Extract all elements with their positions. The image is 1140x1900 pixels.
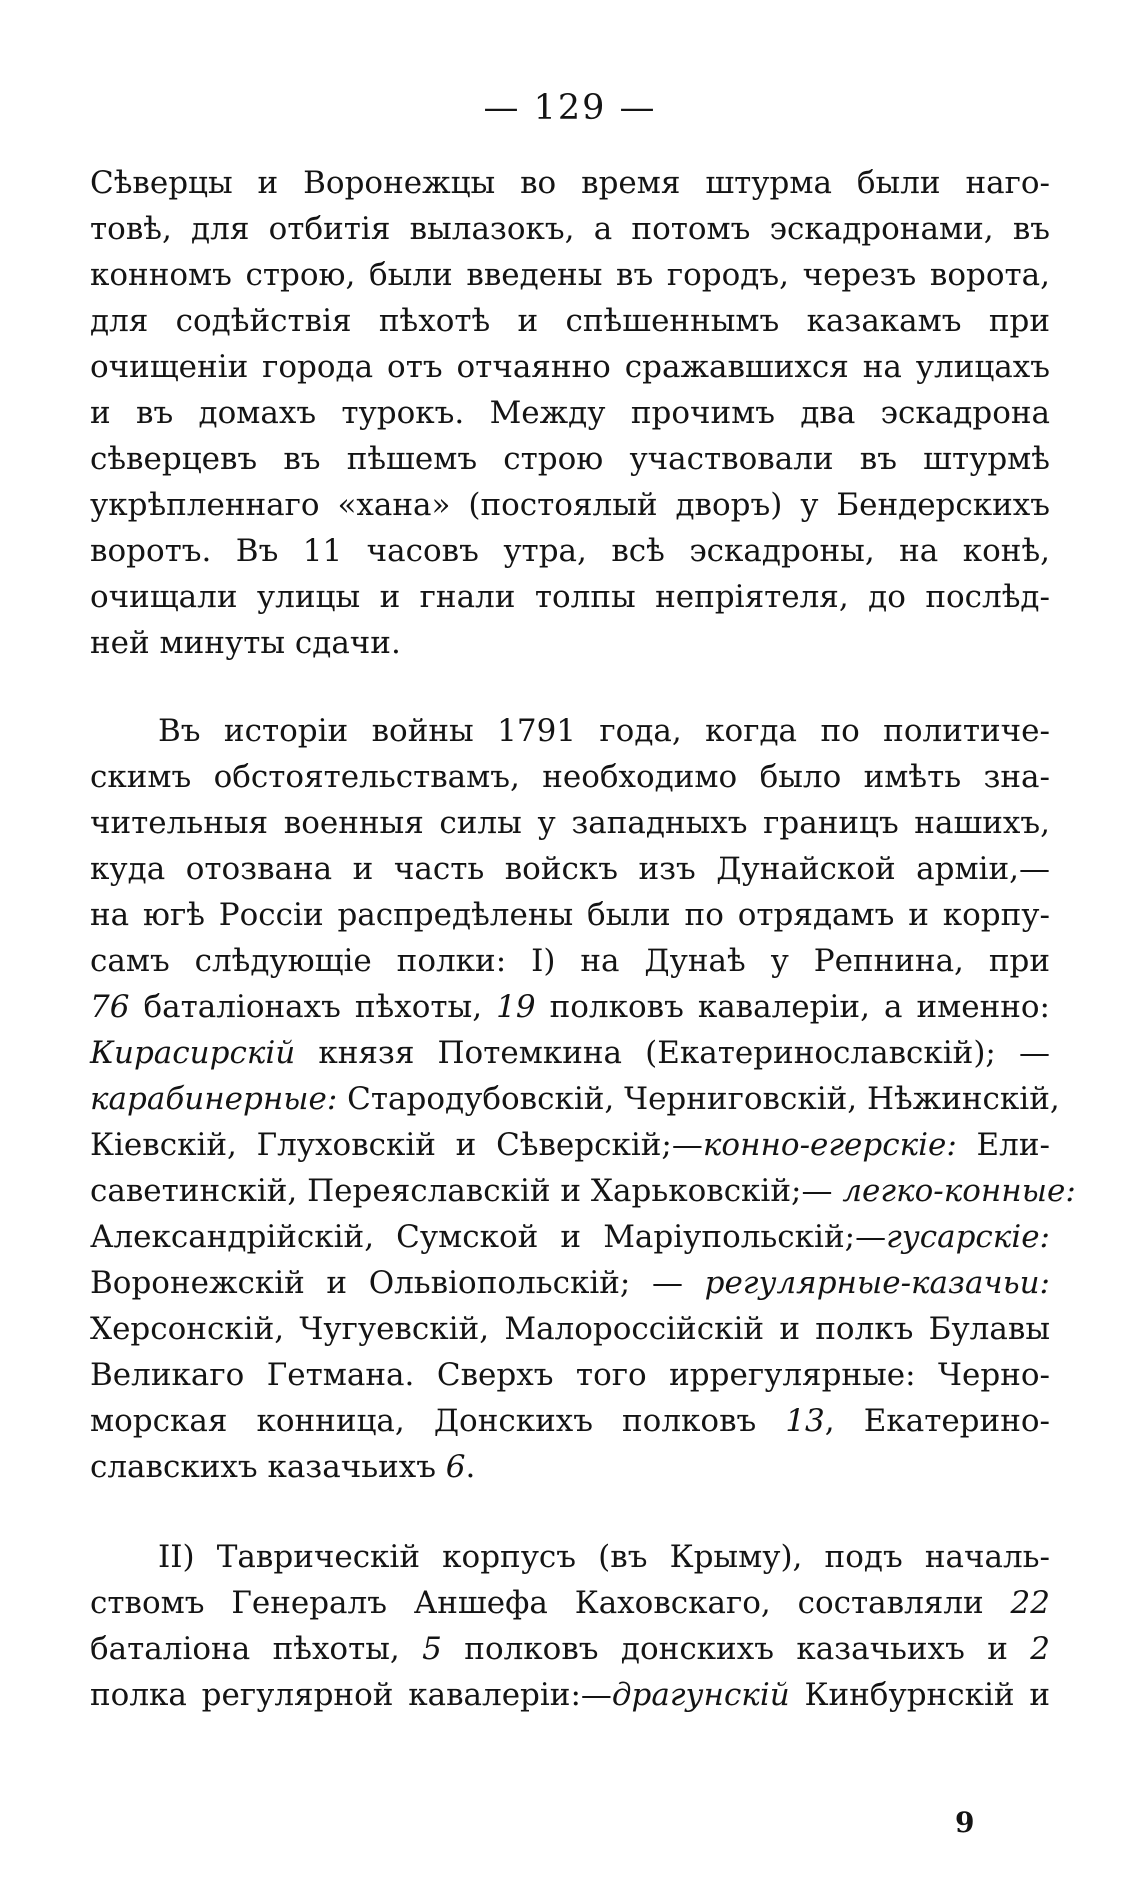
text-span: баталіонахъ пѣхоты, (129, 989, 497, 1025)
italic-text: 2 (1030, 1631, 1050, 1667)
text-span: Александрійскій, Сумской и Маріупольскій;— (90, 1219, 887, 1255)
text-line (90, 1444, 1050, 1490)
text-line (90, 1030, 1050, 1076)
text-span: очищали улицы и гнали толпы непріятеля, до послѣд- (90, 579, 1050, 615)
italic-text: карабинерные: (90, 1081, 338, 1117)
text-span: . (465, 1449, 476, 1485)
italic-text: 6 (445, 1449, 466, 1485)
text-line (90, 1534, 1050, 1580)
text-line (90, 344, 1050, 390)
text-line (90, 528, 1050, 574)
text-line (90, 1214, 1050, 1260)
text-span: баталіона пѣхоты, (90, 1631, 423, 1667)
text-line (90, 206, 1050, 252)
text-line (90, 938, 1050, 984)
text-span: на югѣ Россіи распредѣлены были по отрядамъ и корпу- (90, 897, 1050, 933)
text-line (90, 984, 1050, 1030)
text-span: Великаго Гетмана. Сверхъ того иррегулярные: Черно- (90, 1357, 1050, 1393)
text-line (90, 1672, 1050, 1718)
text-span: ней минуты сдачи. (90, 625, 401, 661)
italic-text: 13 (785, 1403, 825, 1439)
text-span: , Екатерино- (824, 1403, 1050, 1439)
text-line (90, 1580, 1050, 1626)
text-line (90, 1306, 1050, 1352)
text-span: полковъ кавалеріи, а именно: (535, 989, 1050, 1025)
page-number: — 129 — (483, 88, 657, 128)
text-span: Воронежскій и Ольвіопольскій; — (90, 1265, 705, 1301)
text-span: князя Потемкина (Екатеринославскій); — (295, 1035, 1050, 1071)
italic-text: 19 (496, 989, 536, 1025)
text-line (90, 298, 1050, 344)
text-line (90, 708, 1050, 754)
text-span: куда отозвана и часть войскъ изъ Дунайской арміи,— (90, 851, 1050, 887)
paragraph-1 (90, 160, 1050, 666)
italic-text: гусарскіе: (886, 1219, 1050, 1255)
paragraph-2 (90, 708, 1076, 1490)
signature-mark: 9 (955, 1806, 975, 1839)
text-line (90, 892, 1050, 938)
text-line (90, 1398, 1050, 1444)
text-span: морская конница, Донскихъ полковъ (90, 1403, 786, 1439)
text-span: чительныя военныя силы у западныхъ границъ нашихъ, (90, 805, 1050, 841)
paragraph-3 (90, 1534, 1050, 1718)
text-span: полковъ донскихъ казачьихъ и (441, 1631, 1031, 1667)
text-line (90, 574, 1050, 620)
text-line (90, 1168, 1076, 1214)
text-span: для содѣйствія пѣхотѣ и спѣшеннымъ казакамъ при (90, 303, 1050, 339)
text-span: очищеніи города отъ отчаянно сражавшихся на улицахъ (90, 349, 1050, 385)
italic-text: регулярные-казачьи: (704, 1265, 1050, 1301)
text-line (90, 252, 1050, 298)
italic-text: 76 (90, 989, 130, 1025)
text-line (90, 1352, 1050, 1398)
text-span: II) Таврическій корпусъ (въ Крыму), подъ началь- (158, 1539, 1050, 1575)
text-line (90, 620, 1050, 666)
italic-text: Кирасирскій (90, 1035, 296, 1071)
text-line (90, 846, 1050, 892)
italic-text: конно-егерскіе: (702, 1127, 957, 1163)
text-span: Кинбурнскій и (789, 1677, 1050, 1713)
text-line (90, 1260, 1050, 1306)
text-span: скимъ обстоятельствамъ, необходимо было имѣть зна- (90, 759, 1050, 795)
text-span: самъ слѣдующіе полки: I) на Дунаѣ у Репнина, при (90, 943, 1050, 979)
text-line (90, 436, 1050, 482)
text-span: саветинскій, Переяславскій и Харьковскій;— (90, 1173, 843, 1209)
text-line (90, 390, 1050, 436)
text-span: ствомъ Генералъ Аншефа Каховскаго, составляли (90, 1585, 1011, 1621)
text-span: славскихъ казачьихъ (90, 1449, 446, 1485)
text-line (90, 754, 1050, 800)
italic-text: 5 (422, 1631, 442, 1667)
text-line (90, 160, 1050, 206)
text-line (90, 482, 1050, 528)
text-span: воротъ. Въ 11 часовъ утра, всѣ эскадроны, на конѣ, (90, 533, 1050, 569)
italic-text: легко-конные: (842, 1173, 1076, 1209)
text-line (90, 1626, 1050, 1672)
text-line (90, 1076, 1060, 1122)
text-span: Сѣверцы и Воронежцы во время штурма были наго- (90, 165, 1050, 201)
text-span: Херсонскій, Чугуевскій, Малороссійскій и полкъ Булавы (90, 1311, 1050, 1347)
text-span: укрѣпленнаго «хана» (постоялый дворъ) у Бендерскихъ (90, 487, 1050, 523)
text-span: Стародубовскій, Черниговскій, Нѣжинскій, (337, 1081, 1060, 1117)
text-line (90, 800, 1050, 846)
text-span: и въ домахъ турокъ. Между прочимъ два эскадрона (90, 395, 1050, 431)
text-span: Кіевскій, Глуховскій и Сѣверскій;— (90, 1127, 703, 1163)
text-span: конномъ строю, были введены въ городъ, черезъ ворота, (90, 257, 1050, 293)
text-span: сѣверцевъ въ пѣшемъ строю участвовали въ штурмѣ (90, 441, 1050, 477)
text-span: Ели- (956, 1127, 1051, 1163)
italic-text: драгунскій (611, 1677, 790, 1713)
text-span: товѣ, для отбитія вылазокъ, а потомъ эскадронами, въ (90, 211, 1050, 247)
text-span: полка регулярной кавалеріи:— (90, 1677, 612, 1713)
text-line (90, 1122, 1050, 1168)
italic-text: 22 (1010, 1585, 1050, 1621)
text-span: Въ исторіи войны 1791 года, когда по политиче- (158, 713, 1050, 749)
